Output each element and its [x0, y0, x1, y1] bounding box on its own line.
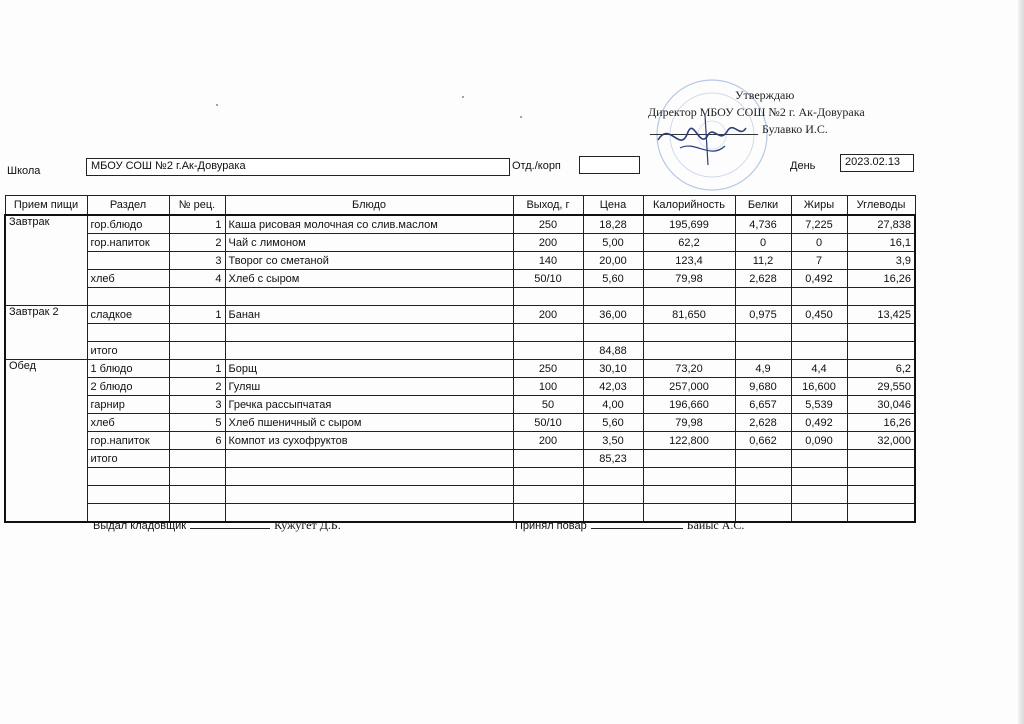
table-row	[5, 324, 915, 342]
page-edge	[1018, 0, 1024, 724]
received-label: Принял повар	[515, 520, 587, 532]
section-cell: итого	[87, 450, 169, 468]
recipe-number-cell	[169, 468, 225, 486]
scan-speck	[216, 104, 218, 106]
received-name: Байыс А.С.	[686, 518, 745, 532]
section-cell	[87, 288, 169, 306]
school-label: Школа	[7, 165, 41, 177]
section-cell: 2 блюдо	[87, 378, 169, 396]
carbs-cell: 16,26	[847, 414, 915, 432]
menu-table	[4, 195, 916, 523]
protein-cell: 0	[735, 234, 791, 252]
yield-cell	[513, 486, 583, 504]
recipe-number-cell: 5	[169, 414, 225, 432]
price-cell: 18,28	[583, 215, 643, 234]
yield-cell: 140	[513, 252, 583, 270]
calories-cell	[643, 450, 735, 468]
table-row	[5, 288, 915, 306]
calories-cell: 73,20	[643, 360, 735, 378]
price-cell: 4,00	[583, 396, 643, 414]
dept-field[interactable]	[579, 156, 640, 174]
calories-cell: 79,98	[643, 270, 735, 288]
section-cell: гор.напиток	[87, 432, 169, 450]
price-cell: 30,10	[583, 360, 643, 378]
dish-cell	[225, 450, 513, 468]
col-header: № рец.	[169, 196, 225, 216]
fat-cell: 7	[791, 252, 847, 270]
meal-cell: Завтрак 2	[5, 306, 87, 360]
recipe-number-cell: 1	[169, 306, 225, 324]
dish-cell	[225, 486, 513, 504]
table-row	[5, 396, 915, 414]
carbs-cell: 29,550	[847, 378, 915, 396]
calories-cell: 196,660	[643, 396, 735, 414]
recipe-number-cell: 4	[169, 270, 225, 288]
price-cell: 20,00	[583, 252, 643, 270]
table-row	[5, 360, 915, 378]
issued-name: Кужугет Д.Б.	[274, 518, 341, 532]
yield-cell	[513, 342, 583, 360]
col-header: Прием пищи	[5, 196, 87, 216]
recipe-number-cell	[169, 486, 225, 504]
dish-cell: Каша рисовая молочная со слив.маслом	[225, 215, 513, 234]
dish-cell: Хлеб пшеничный с сыром	[225, 414, 513, 432]
col-header: Белки	[735, 196, 791, 216]
approval-name: Булавко И.С.	[762, 122, 828, 136]
table-row	[5, 215, 915, 234]
table-row	[5, 252, 915, 270]
section-cell: гор.напиток	[87, 234, 169, 252]
fat-cell	[791, 342, 847, 360]
section-cell: хлеб	[87, 270, 169, 288]
col-header: Раздел	[87, 196, 169, 216]
recipe-number-cell: 3	[169, 396, 225, 414]
footer-received	[515, 518, 744, 533]
recipe-number-cell	[169, 342, 225, 360]
col-header: Цена	[583, 196, 643, 216]
dish-cell: Гуляш	[225, 378, 513, 396]
protein-cell: 11,2	[735, 252, 791, 270]
yield-cell: 50	[513, 396, 583, 414]
protein-cell	[735, 468, 791, 486]
protein-cell: 0,662	[735, 432, 791, 450]
price-cell	[583, 468, 643, 486]
section-cell: гор.блюдо	[87, 215, 169, 234]
carbs-cell	[847, 486, 915, 504]
fat-cell: 0,492	[791, 414, 847, 432]
table-row	[5, 234, 915, 252]
fat-cell: 0	[791, 234, 847, 252]
yield-cell: 200	[513, 306, 583, 324]
school-field[interactable]: МБОУ СОШ №2 г.Ак-Довурака	[86, 158, 510, 176]
price-cell	[583, 288, 643, 306]
dish-cell: Творог со сметаной	[225, 252, 513, 270]
calories-cell: 123,4	[643, 252, 735, 270]
yield-cell	[513, 450, 583, 468]
carbs-cell	[847, 288, 915, 306]
carbs-cell: 32,000	[847, 432, 915, 450]
price-cell: 5,60	[583, 270, 643, 288]
yield-cell: 50/10	[513, 414, 583, 432]
fat-cell	[791, 450, 847, 468]
fat-cell: 16,600	[791, 378, 847, 396]
dish-cell: Борщ	[225, 360, 513, 378]
received-signature-line	[591, 518, 683, 529]
carbs-cell: 13,425	[847, 306, 915, 324]
price-cell: 5,00	[583, 234, 643, 252]
table-row	[5, 468, 915, 486]
section-cell	[87, 252, 169, 270]
section-cell: сладкое	[87, 306, 169, 324]
yield-cell: 200	[513, 432, 583, 450]
calories-cell: 79,98	[643, 414, 735, 432]
fat-cell: 0,090	[791, 432, 847, 450]
day-label: День	[790, 160, 816, 172]
table-body	[5, 215, 915, 522]
table-row	[5, 414, 915, 432]
price-cell: 3,50	[583, 432, 643, 450]
recipe-number-cell: 2	[169, 378, 225, 396]
calories-cell	[643, 324, 735, 342]
col-header: Жиры	[791, 196, 847, 216]
recipe-number-cell	[169, 324, 225, 342]
section-cell	[87, 486, 169, 504]
fat-cell: 7,225	[791, 215, 847, 234]
calories-cell: 62,2	[643, 234, 735, 252]
section-cell: хлеб	[87, 414, 169, 432]
section-cell: гарнир	[87, 396, 169, 414]
col-header: Блюдо	[225, 196, 513, 216]
fat-cell	[791, 486, 847, 504]
yield-cell: 50/10	[513, 270, 583, 288]
protein-cell	[735, 450, 791, 468]
recipe-number-cell: 6	[169, 432, 225, 450]
yield-cell: 250	[513, 215, 583, 234]
protein-cell: 9,680	[735, 378, 791, 396]
table-row	[5, 378, 915, 396]
calories-cell: 122,800	[643, 432, 735, 450]
protein-cell	[735, 486, 791, 504]
recipe-number-cell	[169, 288, 225, 306]
yield-cell: 100	[513, 378, 583, 396]
director-signature	[650, 110, 750, 170]
table-header-row	[5, 196, 915, 216]
dish-cell	[225, 324, 513, 342]
calories-cell: 195,699	[643, 215, 735, 234]
price-cell: 5,60	[583, 414, 643, 432]
protein-cell	[735, 342, 791, 360]
dish-cell: Банан	[225, 306, 513, 324]
section-cell	[87, 324, 169, 342]
carbs-cell	[847, 468, 915, 486]
carbs-cell	[847, 342, 915, 360]
carbs-cell	[847, 324, 915, 342]
protein-cell: 6,657	[735, 396, 791, 414]
table-row	[5, 306, 915, 324]
protein-cell: 4,736	[735, 215, 791, 234]
carbs-cell	[847, 450, 915, 468]
col-header: Калорийность	[643, 196, 735, 216]
section-cell: 1 блюдо	[87, 360, 169, 378]
carbs-cell: 16,26	[847, 270, 915, 288]
protein-cell	[735, 288, 791, 306]
issued-label: Выдал кладовщик	[93, 520, 187, 532]
dept-label: Отд./корп	[512, 160, 561, 172]
yield-cell: 250	[513, 360, 583, 378]
yield-cell	[513, 468, 583, 486]
price-cell	[583, 486, 643, 504]
fat-cell: 4,4	[791, 360, 847, 378]
meal-cell: Завтрак	[5, 215, 87, 306]
table-row	[5, 486, 915, 504]
table-row	[5, 342, 915, 360]
table-row	[5, 432, 915, 450]
recipe-number-cell: 1	[169, 215, 225, 234]
recipe-number-cell: 3	[169, 252, 225, 270]
protein-cell: 2,628	[735, 414, 791, 432]
section-cell: итого	[87, 342, 169, 360]
section-cell	[87, 468, 169, 486]
fat-cell	[791, 288, 847, 306]
protein-cell: 4,9	[735, 360, 791, 378]
price-cell: 84,88	[583, 342, 643, 360]
dish-cell: Гречка рассыпчатая	[225, 396, 513, 414]
dish-cell	[225, 342, 513, 360]
table-row	[5, 270, 915, 288]
calories-cell	[643, 288, 735, 306]
price-cell	[583, 324, 643, 342]
meal-cell: Обед	[5, 360, 87, 523]
col-header: Углеводы	[847, 196, 915, 216]
price-cell: 36,00	[583, 306, 643, 324]
fat-cell: 0,450	[791, 306, 847, 324]
carbs-cell: 6,2	[847, 360, 915, 378]
yield-cell	[513, 288, 583, 306]
price-cell: 85,23	[583, 450, 643, 468]
approval-position: Директор МБОУ СОШ №2 г. Ак-Довурака	[648, 105, 865, 119]
scan-speck	[520, 116, 522, 118]
fat-cell: 0,492	[791, 270, 847, 288]
calories-cell	[643, 342, 735, 360]
approval-title: Утверждаю	[735, 88, 795, 102]
col-header: Выход, г	[513, 196, 583, 216]
carbs-cell: 30,046	[847, 396, 915, 414]
protein-cell: 0,975	[735, 306, 791, 324]
fat-cell	[791, 504, 847, 523]
footer-issued	[93, 518, 341, 533]
calories-cell	[643, 486, 735, 504]
calories-cell: 257,000	[643, 378, 735, 396]
fat-cell	[791, 324, 847, 342]
calories-cell	[643, 468, 735, 486]
dish-cell	[225, 288, 513, 306]
yield-cell	[513, 324, 583, 342]
carbs-cell	[847, 504, 915, 523]
recipe-number-cell	[169, 450, 225, 468]
table-row	[5, 450, 915, 468]
calories-cell: 81,650	[643, 306, 735, 324]
dish-cell: Хлеб с сыром	[225, 270, 513, 288]
protein-cell	[735, 324, 791, 342]
carbs-cell: 3,9	[847, 252, 915, 270]
carbs-cell: 27,838	[847, 215, 915, 234]
dish-cell	[225, 468, 513, 486]
dish-cell: Чай с лимоном	[225, 234, 513, 252]
day-field[interactable]: 2023.02.13	[840, 154, 914, 172]
dish-cell: Компот из сухофруктов	[225, 432, 513, 450]
fat-cell	[791, 468, 847, 486]
carbs-cell: 16,1	[847, 234, 915, 252]
scan-speck	[462, 96, 464, 98]
recipe-number-cell: 1	[169, 360, 225, 378]
fat-cell: 5,539	[791, 396, 847, 414]
recipe-number-cell: 2	[169, 234, 225, 252]
yield-cell: 200	[513, 234, 583, 252]
protein-cell: 2,628	[735, 270, 791, 288]
price-cell: 42,03	[583, 378, 643, 396]
issued-signature-line	[190, 518, 270, 529]
